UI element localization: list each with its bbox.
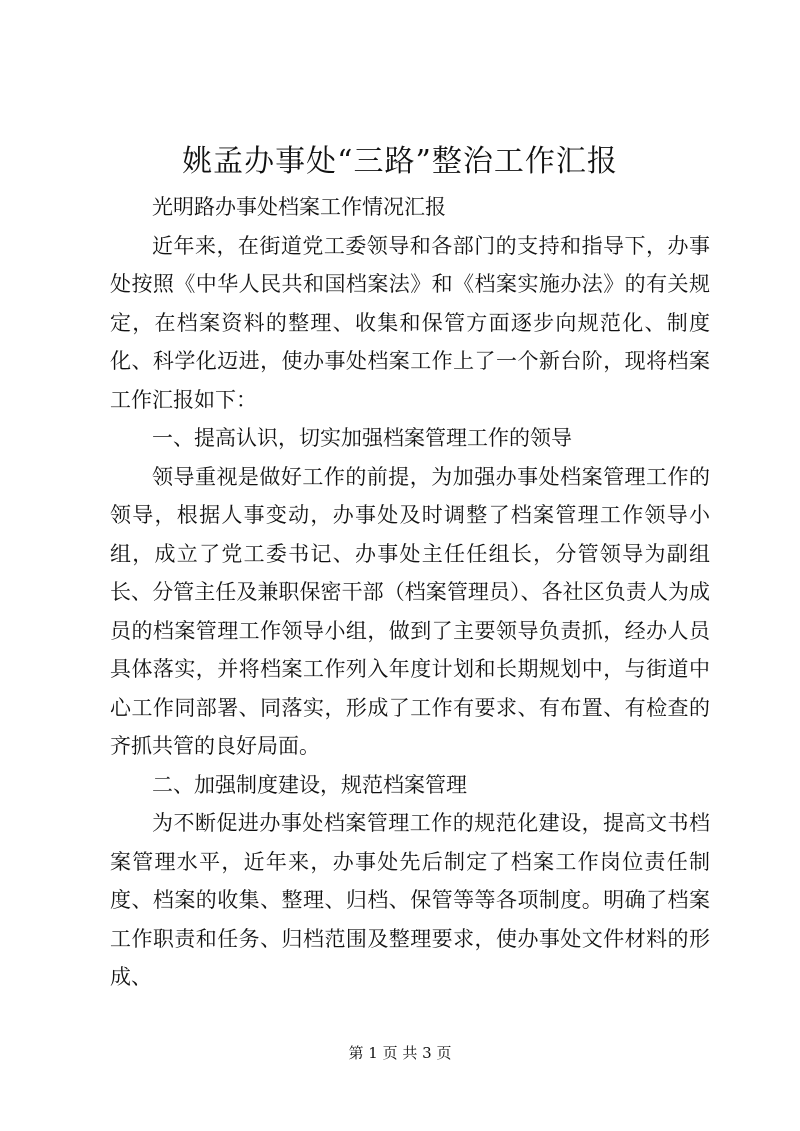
intro-paragraph: 近年来，在街道党工委领导和各部门的支持和指导下，办事处按照《中华人民共和国档案法》和《档案实施办法》的有关规定，在档案资料的整理、收集和保管方面逐步向规范化、制度化、科学化迈进，使办事处档案工作上了一个新台阶，现将档案工作汇报如下： (110, 233, 710, 412)
section-heading-1: 一、提高认识，切实加强档案管理工作的领导 (152, 426, 572, 450)
section-1-paragraph: 领导重视是做好工作的前提，为加强办事处档案管理工作的领导，根据人事变动，办事处及时调整了档案管理工作领导小组，成立了党工委书记、办事处主任任组长，分管领导为副组长、分管主任及兼职保密干部（档案管理员）、各社区负责人为成员的档案管理工作领导小组，做到了主要领导负责抓，经办人员具体落实，并将档案工作列入年度计划和长期规划中，与街道中心工作同部署、同落实，形成了工作有要求、有布置、有检查的齐抓共管的良好局面。 (110, 464, 710, 758)
section-2-paragraph: 为不断促进办事处档案管理工作的规范化建设，提高文书档案管理水平，近年来，办事处先后制定了档案工作岗位责任制度、档案的收集、整理、归档、保管等等各项制度。明确了档案工作职责和任务、归档范围及整理要求，使办事处文件材料的形成、 (110, 811, 710, 989)
subtitle-paragraph: 光明路办事处档案工作情况汇报 (152, 195, 446, 219)
section-heading-2: 二、加强制度建设，规范档案管理 (152, 772, 467, 797)
document-title: 姚孟办事处“三路”整治工作汇报 (182, 144, 618, 179)
document-body (110, 188, 710, 997)
page-footer: 第 1 页 共 3 页 (348, 1044, 452, 1062)
